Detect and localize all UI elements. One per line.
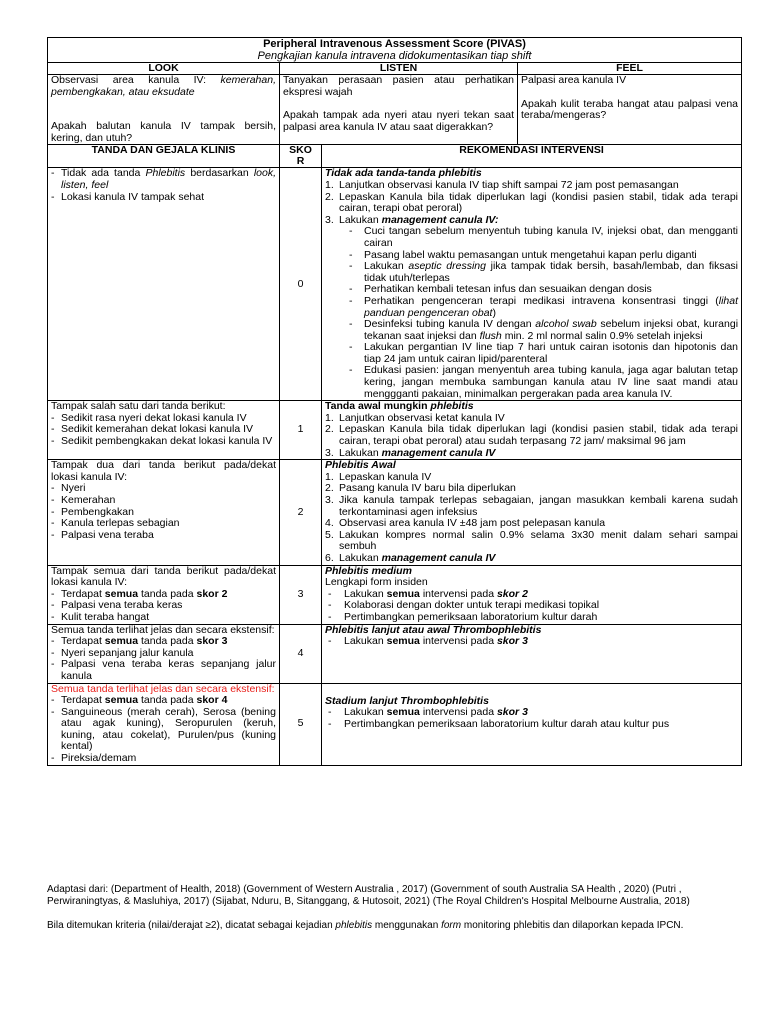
note-text: Bila ditemukan kriteria (nilai/derajat ≥2), dicatat sebagai kejadian <box>47 920 333 931</box>
management-sublist <box>339 226 738 400</box>
sign-text: Tidak ada tanda <box>61 167 141 180</box>
signs-list-4 <box>51 636 276 682</box>
list-term: semua <box>386 635 420 648</box>
list-item <box>349 319 738 342</box>
document-subtitle: Pengkajian kanula intravena didokumentasikan tiap shift <box>257 50 532 62</box>
score-row-3 <box>48 565 742 624</box>
list-text: Terdapat <box>61 587 102 600</box>
list-number: 1. <box>325 178 334 191</box>
list-item: - Pertimbangkan pemeriksaan laboratorium kultur darah <box>328 612 738 624</box>
note-text: monitoring phlebitis dan dilaporkan kepada IPCN. <box>463 920 684 931</box>
score-header <box>280 145 322 168</box>
recommend-title-term: phlebitis <box>430 400 474 413</box>
list-text: tanda pada <box>141 694 194 707</box>
list-item: - Edukasi pasien: jangan menyentuh area tubing kanula, jaga agar balutan tetap kering, jangan membuka sambungan kanula atau IV line saat mandi atau menggganti pakaian, minimalkan pergerakan pada area kanula IV. <box>349 365 738 400</box>
sources-text: Adaptasi dari: (Department of Health, 2018) (Government of Western Australia , 2017) (Government of south Australia SA Health , 2020) (Putri , Perwiraningtyas, & Masluhiya, 2017) (Sijabat, Nduru, B, Sitanggang, & Hutosoit, 2021) (The Royal Children's Hospital Melbourne Australia, 2018) <box>47 884 690 907</box>
list-text: sebelum injeksi obat, kurangi tekanan saat injeksi dan <box>364 318 739 342</box>
list-number: 2. <box>325 423 334 436</box>
list-text: Lanjutkan observasi kanula IV tiap shift sampai 72 jam post pemasangan <box>339 178 679 191</box>
footer-notes <box>47 884 741 932</box>
recommend-title-3: Phlebitis medium <box>325 564 412 577</box>
list-item: - Pembengkakan <box>51 507 276 519</box>
recommend-title-text: Tidak ada tanda-tanda <box>325 167 436 180</box>
list-item: - Sedikit pembengkakan dekat lokasi kanula IV <box>51 436 276 448</box>
feel-text-1: Palpasi area kanula IV <box>521 74 627 86</box>
list-item <box>328 636 738 648</box>
list-term: skor 4 <box>196 694 228 707</box>
assessment-header-row <box>48 63 742 75</box>
list-term: semua <box>104 694 139 707</box>
list-text: Lakukan <box>339 446 379 459</box>
recommend-title-5: Stadium lanjut Thrombophlebitis <box>325 694 489 707</box>
title-cell <box>48 38 742 63</box>
recommend-title-term: phlebitis <box>438 167 482 180</box>
title-row <box>48 38 742 63</box>
list-text: Lepaskan kanula IV <box>339 470 432 483</box>
score-value-5: 5 <box>280 683 322 765</box>
list-text: Terdapat <box>61 694 102 707</box>
signs-list-3 <box>51 589 276 624</box>
list-text: min. 2 ml normal salin 0.9% setelah injeksi <box>504 329 703 342</box>
list-text: Jika kanula tampak terlepas sebagaian, jangan masukkan kembali karena sudah terkontaminasi agen infeksius <box>339 494 739 518</box>
list-number: 3. <box>325 213 334 226</box>
list-item: - Kulit teraba hangat <box>51 612 276 624</box>
look-observe-items: kemerahan, pembengkakan, atau eksudate <box>51 74 276 98</box>
list-text: Lanjutkan observasi ketat kanula IV <box>339 411 505 424</box>
signs-list-1 <box>51 413 276 448</box>
list-text: Lakukan <box>344 587 384 600</box>
list-text: intervensi pada <box>422 706 495 719</box>
score-value-3: 3 <box>280 565 322 624</box>
list-text: Lakukan <box>339 213 379 226</box>
look-text-1 <box>51 75 276 98</box>
list-item <box>349 296 738 319</box>
list-item: - Pasang label waktu pemasangan untuk mengetahui kapan perlu diganti <box>349 250 738 262</box>
list-item <box>349 261 738 284</box>
score-row-5 <box>48 683 742 765</box>
list-term: semua <box>386 587 420 600</box>
list-item: - Pertimbangkan pemeriksaan laboratorium kultur darah atau kultur pus <box>328 719 738 731</box>
list-text: intervensi pada <box>422 635 495 648</box>
list-term: skor 3 <box>496 706 528 719</box>
recommend-cell-4 <box>322 624 742 683</box>
list-term: management canula IV <box>381 551 496 564</box>
list-item: - Sedikit rasa nyeri dekat lokasi kanula IV <box>51 413 276 425</box>
score-row-0 <box>48 168 742 401</box>
list-number: 2. <box>325 190 334 203</box>
list-term: lihat panduan pengenceran obat <box>364 294 739 319</box>
list-number: 1. <box>325 470 334 483</box>
list-item <box>325 553 738 565</box>
signs-list-5 <box>51 695 276 765</box>
signs-cell-3 <box>48 565 280 624</box>
list-item <box>325 192 738 215</box>
list-item <box>51 695 276 707</box>
note-term: form <box>441 920 462 931</box>
list-item <box>51 168 276 191</box>
signs-intro-2: Tampak dua dari tanda berikut pada/dekat lokasi kanula IV: <box>51 459 276 483</box>
list-number: 6. <box>325 551 334 564</box>
sign-text: berdasarkan <box>190 167 249 180</box>
list-number: 2. <box>325 482 334 495</box>
list-item: - Nyeri sepanjang jalur kanula <box>51 648 276 660</box>
score-header-line-2: R <box>296 155 305 168</box>
signs-cell-4 <box>48 624 280 683</box>
recommend-cell-0 <box>322 168 742 401</box>
recommend-list-0 <box>325 180 738 400</box>
list-number: 3. <box>325 446 334 459</box>
list-item: - Kemerahan <box>51 495 276 507</box>
list-term: skor 3 <box>496 635 528 648</box>
listen-cell <box>280 75 518 145</box>
list-text: tanda pada <box>141 635 194 648</box>
recommend-list-5 <box>325 707 738 730</box>
score-row-1 <box>48 401 742 460</box>
list-item <box>325 424 738 447</box>
list-item: - Sanguineous (merah cerah), Serosa (bening atau agak kuning), Seropurulen (keruh, kuning, atau cokelat), Purulen/pus (kuning kental) <box>51 707 276 753</box>
list-text: tanda pada <box>141 587 194 600</box>
recommend-title-4: Phlebitis lanjut atau awal Thrombophlebitis <box>325 623 542 636</box>
recommend-title-2: Phlebitis Awal <box>325 459 396 472</box>
signs-cell-1 <box>48 401 280 460</box>
list-item <box>325 215 738 401</box>
pivas-table <box>47 37 742 766</box>
list-text: Desinfeksi tubing kanula IV dengan <box>364 318 532 331</box>
score-value-1: 1 <box>280 401 322 460</box>
list-text: jika tampak tidak bersih, basah/lembab, dan fiksasi tidak utuh/terlepas <box>364 260 739 284</box>
feel-cell <box>518 75 742 145</box>
list-text: Lakukan <box>339 551 379 564</box>
sign-term: Phlebitis <box>145 167 186 180</box>
signs-intro-3: Tampak semua dari tanda berikut pada/dekat lokasi kanula IV: <box>51 564 276 589</box>
list-text: Lakukan <box>344 635 384 648</box>
list-item: - Palpasi vena teraba keras sepanjang jalur kanula <box>51 659 276 682</box>
list-item: - Nyeri <box>51 483 276 495</box>
signs-header: TANDA DAN GEJALA KLINIS <box>48 145 280 168</box>
recommend-list-1 <box>325 413 738 459</box>
recommend-list-3 <box>325 589 738 624</box>
sign-term: look, listen, feel <box>61 167 277 191</box>
signs-intro-4: Semua tanda terlihat jelas dan secara ekstensif: <box>51 623 275 636</box>
list-text: ) <box>492 306 496 319</box>
list-text: Terdapat <box>61 635 102 648</box>
list-item <box>328 707 738 719</box>
recommend-title-text: Tanda awal mungkin <box>325 400 428 413</box>
recommend-lead-3: Lengkapi form insiden <box>325 576 428 589</box>
recommend-list-4 <box>325 636 738 648</box>
list-number: 1. <box>325 411 334 424</box>
list-item: - Perhatikan kembali tetesan infus dan sesuaikan dengan dosis <box>349 284 738 296</box>
list-item <box>325 448 738 460</box>
recommend-cell-3 <box>322 565 742 624</box>
list-item: - Lakukan pergantian IV line tiap 7 hari untuk cairan isotonis dan hipotonis dan tiap 24 jam untuk cairan lipid/parenteral <box>349 342 738 365</box>
score-value-4: 4 <box>280 624 322 683</box>
signs-list-2 <box>51 483 276 541</box>
list-text: Pasang kanula IV baru bila diperlukan <box>339 482 516 495</box>
list-text: intervensi pada <box>422 587 495 600</box>
note-text: menggunakan <box>374 920 439 931</box>
look-text-2: Apakah balutan kanula IV tampak bersih, kering, dan utuh? <box>51 120 276 144</box>
list-number: 4. <box>325 517 334 530</box>
list-term: skor 3 <box>196 635 228 648</box>
score-header-line-1: SKO <box>289 144 312 157</box>
list-text: Lakukan <box>364 260 404 273</box>
recommend-cell-2 <box>322 460 742 565</box>
listen-text-1: Tanyakan perasaan pasien atau perhatikan ekspresi wajah <box>283 74 514 98</box>
list-term: management canula IV: <box>381 213 499 226</box>
list-text: Perhatikan pengenceran terapi medikasi intravena konsentrasi tinggi ( <box>364 294 719 307</box>
signs-intro-5: Semua tanda terlihat jelas dan secara ekstensif: <box>51 682 275 695</box>
list-item: - Palpasi vena teraba <box>51 530 276 542</box>
signs-cell-0 <box>48 168 280 401</box>
list-item <box>51 636 276 648</box>
list-text: Lakukan <box>344 706 384 719</box>
list-item: - Lokasi kanula IV tampak sehat <box>51 192 276 204</box>
recommend-cell-5 <box>322 683 742 765</box>
signs-list-0 <box>51 168 276 203</box>
list-term: management canula IV <box>381 446 496 459</box>
list-text: Lepaskan Kanula bila tidak diperlukan lagi (kondisi pasien stabil, tidak ada terapi cairan, terapi obat peroral) atau sudah terpasang 72 jam/ maksimal 96 jam <box>339 423 739 448</box>
recommend-header: REKOMENDASI INTERVENSI <box>322 145 742 168</box>
list-term: aseptic dressing <box>408 260 486 273</box>
recommend-list-2 <box>325 472 738 565</box>
list-term: semua <box>386 706 420 719</box>
assessment-row <box>48 75 742 145</box>
list-text: Lakukan kompres normal salin 0.9% selama 3x30 menit dalam sehari sampai sembuh <box>339 528 739 553</box>
listen-header: LISTEN <box>280 63 518 75</box>
signs-intro-1: Tampak salah satu dari tanda berikut: <box>51 400 226 413</box>
list-item: - Pireksia/demam <box>51 753 276 765</box>
list-item <box>325 495 738 518</box>
signs-cell-2 <box>48 460 280 565</box>
list-text: Lepaskan Kanula bila tidak diperlukan lagi (kondisi pasien stabil, tidak ada terapi cairan, terapi obat peroral) <box>339 190 739 215</box>
feel-text-2: Apakah kulit teraba hangat atau palpasi vena teraba/mengeras? <box>521 97 739 122</box>
look-header: LOOK <box>48 63 280 75</box>
reporting-note <box>47 920 741 932</box>
score-value-0: 0 <box>280 168 322 401</box>
signs-cell-5 <box>48 683 280 765</box>
list-term: semua <box>104 635 139 648</box>
list-term: skor 2 <box>496 587 528 600</box>
list-term: flush <box>479 329 502 342</box>
document-title: Peripheral Intravenous Assessment Score (PIVAS) <box>263 38 526 50</box>
list-term: alcohol swab <box>535 318 597 331</box>
look-observe-text: Observasi area kanula IV: <box>51 74 207 86</box>
list-text: Observasi area kanula IV ±48 jam post pelepasan kanula <box>339 517 606 530</box>
list-number: 3. <box>325 494 334 506</box>
list-item: - Kolaborasi dengan dokter untuk terapi medikasi topikal <box>328 600 738 612</box>
list-item: - Cuci tangan sebelum menyentuh tubing kanula IV, injeksi obat, dan mengganti cairan <box>349 226 738 249</box>
spacer <box>325 684 738 696</box>
list-term: skor 2 <box>196 587 228 600</box>
feel-header: FEEL <box>518 63 742 75</box>
score-value-2: 2 <box>280 460 322 565</box>
list-item: - Kanula terlepas sebagian <box>51 518 276 530</box>
column-header-row <box>48 145 742 168</box>
list-item <box>325 530 738 553</box>
score-row-4 <box>48 624 742 683</box>
list-number: 5. <box>325 528 334 541</box>
list-term: semua <box>104 587 139 600</box>
score-row-2 <box>48 460 742 565</box>
listen-text-2: Apakah tampak ada nyeri atau nyeri tekan saat palpasi area kanula IV atau saat digerakkan? <box>283 109 514 133</box>
list-item: - Palpasi vena teraba keras <box>51 600 276 612</box>
recommend-cell-1 <box>322 401 742 460</box>
look-cell <box>48 75 280 145</box>
list-item: - Sedikit kemerahan dekat lokasi kanula IV <box>51 424 276 436</box>
note-term: phlebitis <box>335 920 373 931</box>
